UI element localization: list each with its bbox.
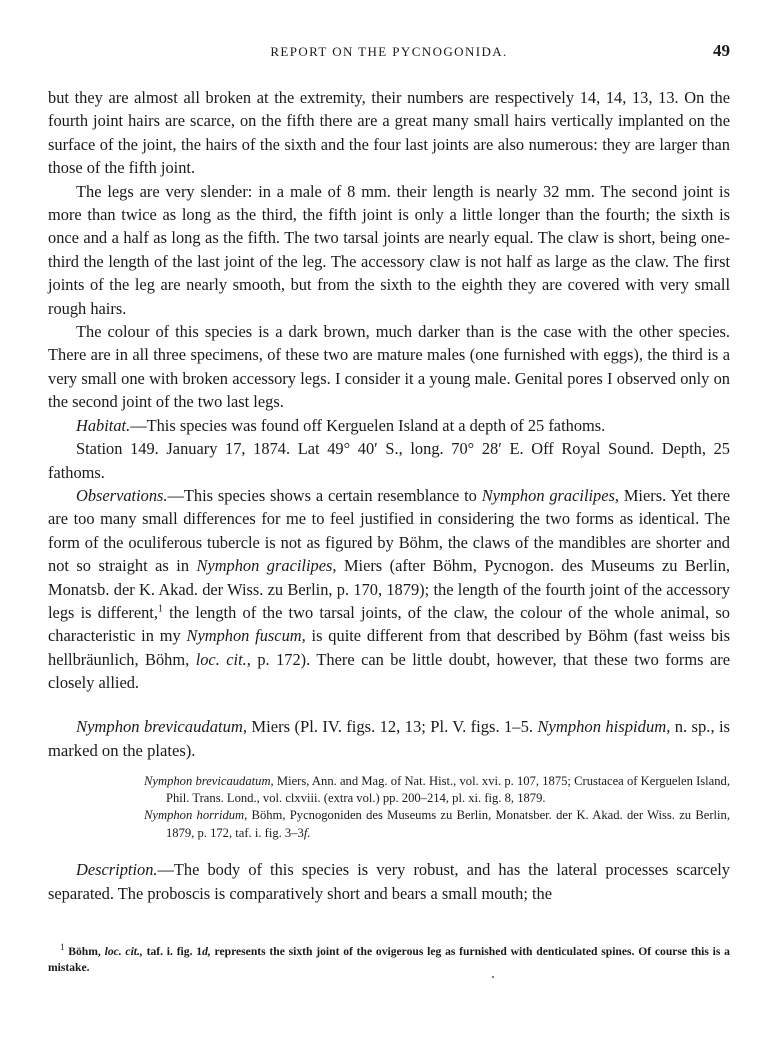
paragraph-legs: The legs are very slender: in a male of 8 mm. their length is nearly 32 mm. The second joint is more than twice as long as the third, the fifth joint is only a little longer than the fourth; the sixth is once and a half as long as the fifth. The two tarsal joints are nearly equal. The claw is short, being one-third the length of the last joint of the leg. The accessory claw is not half as large as the claw. The first joints of the leg are nearly smooth, but from the sixth to the eighth they are covered with very small rough hairs. xyxy=(48,181,730,318)
synonymy-text-1: Miers, Ann. and Mag. of Nat. Hist., vol. xvi. p. 107, 1875; Crustacea of Kerguelen Island, Phil. Trans. Lond., vol. clxviii. (extra vol.) pp. 200–214, pl. xi. fig. 8, 1879. xyxy=(166,773,730,805)
synonymy-entry-brevicaudatum xyxy=(144,773,730,808)
species-heading-name-2: Nymphon hispidum, xyxy=(537,716,671,736)
page-header xyxy=(48,38,730,64)
footnote-text-3: represents the sixth joint of the ovigerous leg as furnished with denticulated spines. Of course this is a mistake. xyxy=(48,945,730,974)
paragraph-colour: The colour of this species is a dark brown, much darker than is the case with the other species. There are in all three specimens, of these two are mature males (one furnished with eggs), the third is a very small one with broken accessory legs. I consider it a young male. Genital pores I observed only on the second joint of the two last legs. xyxy=(48,322,730,412)
footnote-text-2: taf. i. fig. 1 xyxy=(142,945,203,958)
species-name-gracilipes-1: Nymphon gracilipes, xyxy=(481,485,619,505)
paragraph-habitat xyxy=(48,414,730,437)
description-text: —The body of this species is very robust, and has the lateral processes scarcely separated. The proboscis is comparatively short and bears a small mouth; the xyxy=(48,860,730,903)
synonymy-name-1: Nymphon brevicaudatum, xyxy=(144,773,274,788)
footnote xyxy=(48,944,730,976)
species-heading xyxy=(48,715,730,763)
footnote-fig-d: d, xyxy=(202,945,211,958)
observations-text-5: is quite different from that described by Böhm (fast weiss bis hellbräunlich, Böhm, xyxy=(48,626,730,669)
habitat-label: Habitat. xyxy=(76,415,131,435)
observations-text-2: Miers. Yet there are too many small differences for me to feel justified in considering the two forms as identical. The form of the oculiferous tubercle is not as figured by Böhm, the claws of the mandibles are shorter and not so straight as in xyxy=(48,485,730,576)
paragraph-legs-hairs: but they are almost all broken at the extremity, their numbers are respectively 14, 14, 13, 13. On the fourth joint hairs are scarce, on the fifth there are a great many small hairs vertically implanted on the surface of the joint, the hairs of the sixth and the four last joints are also numerous: they are larger than those of the fifth joint. xyxy=(48,88,730,178)
species-name-fuscum: Nymphon fuscum, xyxy=(186,626,306,646)
observations-text-3: Miers (after Böhm, Pycnogon. des Museums zu Berlin, Monatsb. der K. Akad. der Wiss. zu Berlin, p. 170, 1879); the length of the fourth joint of the accessory legs is different, xyxy=(48,556,731,622)
page xyxy=(48,38,730,905)
species-heading-text-1: Miers (Pl. IV. figs. 12, 13; Pl. V. figs. 1–5. xyxy=(247,716,538,736)
description-label: Description. xyxy=(76,860,158,880)
observations-text-4: the length of the two tarsal joints, of the claw, the colour of the whole animal, so characteristic in my xyxy=(48,602,730,646)
paragraph-station: Station 149. January 17, 1874. Lat 49° 40′ S., long. 70° 28′ E. Off Royal Sound. Depth, 25 fathoms. xyxy=(48,439,730,482)
footnote-mark: 1 xyxy=(60,942,65,953)
synonymy-entry-horridum xyxy=(144,807,730,842)
footnote-reference: 1 xyxy=(157,603,163,615)
habitat-text: —This species was found off Kerguelen Island at a depth of 25 fathoms. xyxy=(130,415,606,435)
observations-label: Observations. xyxy=(76,485,168,505)
body-text xyxy=(48,86,730,695)
species-name-gracilipes-2: Nymphon gracilipes, xyxy=(196,556,337,576)
species-heading-name: Nymphon brevicaudatum, xyxy=(76,716,248,736)
footnote-loc-cit: loc. cit., xyxy=(104,945,143,958)
footnote-text-1: Böhm, xyxy=(64,945,105,958)
species-heading-text-2: n. sp., is marked on the plates). xyxy=(48,716,731,760)
synonymy-name-2: Nymphon horridum, xyxy=(144,808,248,823)
print-speck xyxy=(492,976,494,978)
synonymy xyxy=(144,773,730,843)
loc-cit: loc. cit., xyxy=(195,649,251,669)
running-head: REPORT ON THE PYCNOGONIDA. xyxy=(270,44,508,59)
synonymy-text-2: Böhm, Pycnogoniden des Museums zu Berlin, Monatsber. der K. Akad. der Wiss. zu Berlin, 1879, p. 172, taf. i. fig. 3–3 xyxy=(166,808,730,840)
synonymy-fig-f: f. xyxy=(303,825,311,840)
observations-text-6: p. 172). There can be little doubt, however, that these two forms are closely allied. xyxy=(48,649,730,693)
paragraph-description xyxy=(48,858,730,905)
page-number: 49 xyxy=(713,41,730,60)
paragraph-observations xyxy=(48,484,730,695)
observations-text-1: —This species shows a certain resemblance to xyxy=(167,485,482,505)
